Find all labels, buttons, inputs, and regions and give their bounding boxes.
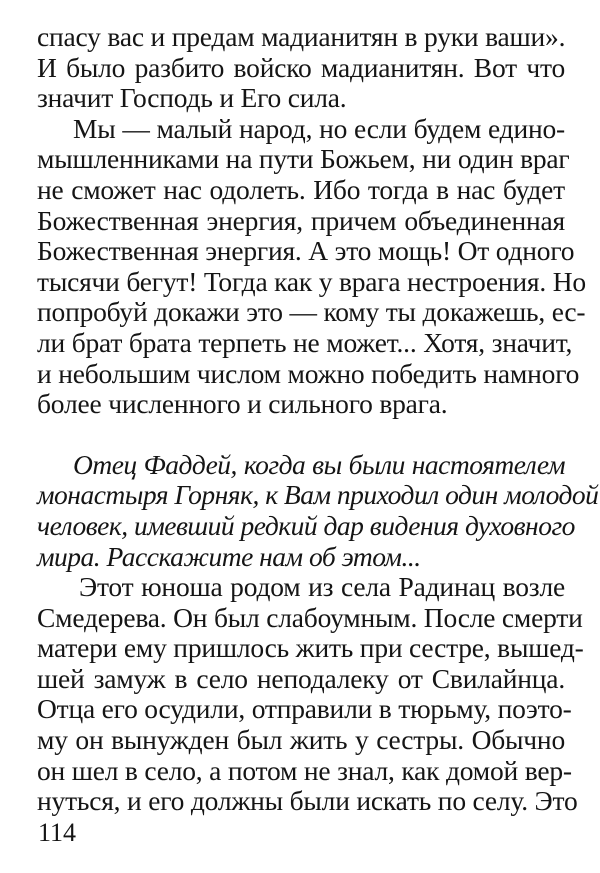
question-line: монастыря Горняк, к Вам приходил один молодой <box>37 479 599 511</box>
question-line: Отец Фаддей, когда вы были настоятелем <box>73 448 565 480</box>
text-line: му он вынужден был жить у сестры. Обычно <box>37 724 565 756</box>
paragraph-2 <box>37 112 586 420</box>
text-line: Смедерева. Он был слабоумным. После смерти <box>37 601 583 633</box>
text-line: значит Господь и Его сила. <box>37 82 347 114</box>
question-line: человек, имевший редкий дар видения духовного <box>37 509 575 541</box>
text-line: Мы — малый народ, но если будем едино- <box>73 112 565 144</box>
question-line: мира. Расскажите нам об этом... <box>37 540 421 572</box>
book-page <box>37 21 599 817</box>
text-line: более численного и сильного врага. <box>37 388 448 420</box>
text-line: ли брат брата терпеть не может... Хотя, значит, <box>37 326 573 358</box>
text-line: матери ему пришлось жить при сестре, вышед- <box>37 632 584 664</box>
interview-question <box>37 448 599 572</box>
section-gap <box>37 420 565 450</box>
text-line: тысячи бегут! Тогда как у врага нестроения. Но <box>37 265 586 297</box>
text-line: И было разбито войско мадианитян. Вот что <box>37 51 565 83</box>
text-line: Божественная энергия, причем объединенная <box>37 204 565 236</box>
text-line: спасу вас и предам мадианитян в руки ваши». <box>37 21 566 52</box>
text-line: мышленниками на пути Божьем, ни один враг <box>37 143 570 175</box>
text-line: Отца его осудили, отправили в тюрьму, поэто- <box>37 693 572 725</box>
text-line: он шел в село, а потом не знал, как домой вер- <box>37 754 572 786</box>
paragraph-answer <box>37 571 584 817</box>
text-line: Божественная энергия. А это мощь! От одного <box>37 235 575 267</box>
page-number: 114 <box>38 818 77 847</box>
text-line: и небольшим числом можно победить намного <box>37 357 580 389</box>
text-line: не сможет нас одолеть. Ибо тогда в нас будет <box>37 173 565 205</box>
text-line: шей замуж в село неподалеку от Свилайнца. <box>37 662 565 694</box>
text-line: Этот юноша родом из села Радинац возле <box>79 571 565 603</box>
paragraph-1 <box>37 22 565 114</box>
text-line: нуться, и его должны были искать по селу. Это <box>37 785 578 817</box>
text-line: попробуй докажи это — кому ты докажешь, ес- <box>37 296 586 328</box>
